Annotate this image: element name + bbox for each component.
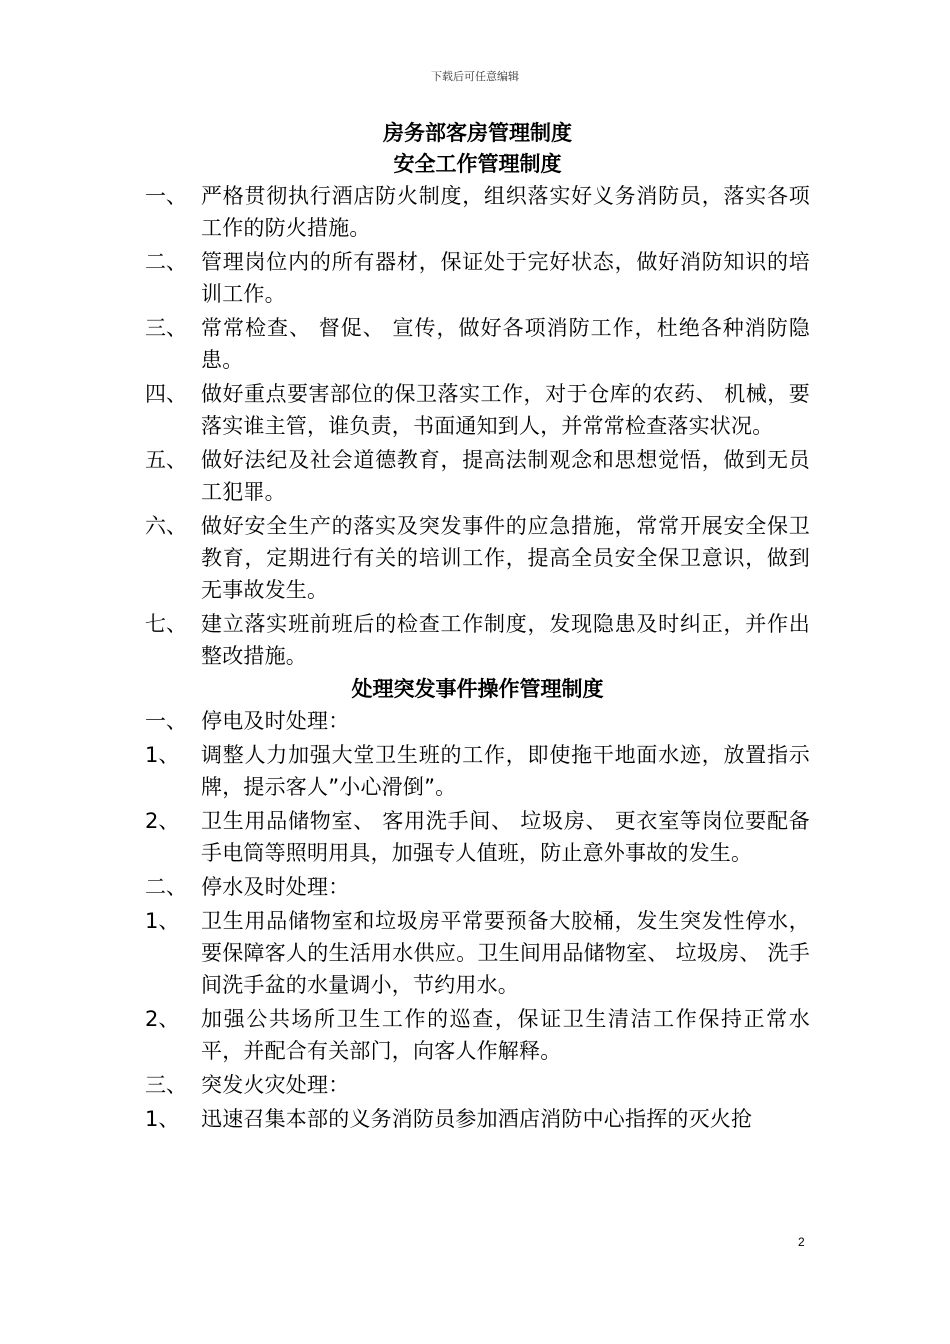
list-item [145, 510, 810, 606]
list-item-text: 建立落实班前班后的检查工作制度，发现隐患及时纠正，并作出整改措施。 [201, 612, 810, 668]
document-title: 房务部客房管理制度 [383, 121, 572, 145]
list-item-text: 做好安全生产的落实及突发事件的应急措施，常常开展安全保卫教育，定期进行有关的培训工作，提高全员安全保卫意识，做到无事故发生。 [201, 514, 810, 602]
list-item-marker: 三、 [145, 1073, 187, 1097]
list-item-marker: 五、 [145, 448, 187, 472]
list-item-text: 严格贯彻执行酒店防火制度，组织落实好义务消防员，落实各项工作的防火措施。 [201, 184, 810, 240]
list-item [145, 871, 810, 903]
list-item [145, 1103, 810, 1135]
list-item-marker: 四、 [145, 382, 187, 406]
section-heading: 处理突发事件操作管理制度 [351, 677, 604, 701]
section-emergency [145, 674, 810, 1135]
list-item [145, 739, 810, 803]
list-item-text: 做好重点要害部位的保卫落实工作，对于仓库的农药、 机械，要落实谁主管，谁负责，书面通知到人，并常常检查落实状况。 [201, 382, 810, 438]
list-item-text: 常常检查、 督促、 宣传，做好各项消防工作，杜绝各种消防隐患。 [201, 316, 810, 372]
list-item-text: 调整人力加强大堂卫生班的工作，即使拖干地面水迹，放置指示牌，提示客人”小心滑倒”。 [201, 743, 810, 799]
list-item [145, 246, 810, 310]
header-note: 下载后可任意编辑 [431, 70, 519, 83]
list-item-text: 停水及时处理： [201, 875, 350, 899]
list-item-marker: 1、 [145, 1107, 180, 1131]
list-item [145, 312, 810, 376]
list-item-marker: 一、 [145, 709, 187, 733]
list-item [145, 608, 810, 672]
list-item-text: 迅速召集本部的义务消防员参加酒店消防中心指挥的灭火抢 [201, 1107, 753, 1131]
section-heading: 安全工作管理制度 [393, 152, 562, 176]
list-item-text: 卫生用品储物室和垃圾房平常要预备大胶桶，发生突发性停水，要保障客人的生活用水供应。卫生间用品储物室、 垃圾房、 洗手间洗手盆的水量调小，节约用水。 [201, 909, 810, 997]
list-item-marker: 六、 [145, 514, 187, 538]
list-item-marker: 2、 [145, 809, 180, 833]
list-item-text: 突发火灾处理： [201, 1073, 350, 1097]
list-item-marker: 1、 [145, 743, 180, 767]
list-item-marker: 二、 [145, 250, 187, 274]
list-item [145, 378, 810, 442]
list-item-text: 做好法纪及社会道德教育，提高法制观念和思想觉悟，做到无员工犯罪。 [201, 448, 810, 504]
page-number: 2 [798, 1235, 805, 1249]
list-item [145, 705, 810, 737]
list-item-marker: 三、 [145, 316, 187, 340]
list-item [145, 1003, 810, 1067]
list-item [145, 1069, 810, 1101]
document-body [145, 118, 810, 1137]
list-item [145, 180, 810, 244]
list-item-text: 卫生用品储物室、 客用洗手间、 垃圾房、 更衣室等岗位要配备手电筒等照明用具，加强专人值班，防止意外事故的发生。 [201, 809, 810, 865]
section-safety [145, 149, 810, 672]
list-item-text: 加强公共场所卫生工作的巡查，保证卫生清洁工作保持正常水平，并配合有关部门，向客人作解释。 [201, 1007, 810, 1063]
list-item-marker: 2、 [145, 1007, 180, 1031]
list-item-text: 停电及时处理： [201, 709, 350, 733]
list-item [145, 805, 810, 869]
list-item-marker: 1、 [145, 909, 180, 933]
list-item-marker: 二、 [145, 875, 187, 899]
list-item [145, 905, 810, 1001]
list-item [145, 444, 810, 508]
list-item-marker: 七、 [145, 612, 187, 636]
list-item-text: 管理岗位内的所有器材，保证处于完好状态，做好消防知识的培训工作。 [201, 250, 810, 306]
list-item-marker: 一、 [145, 184, 187, 208]
